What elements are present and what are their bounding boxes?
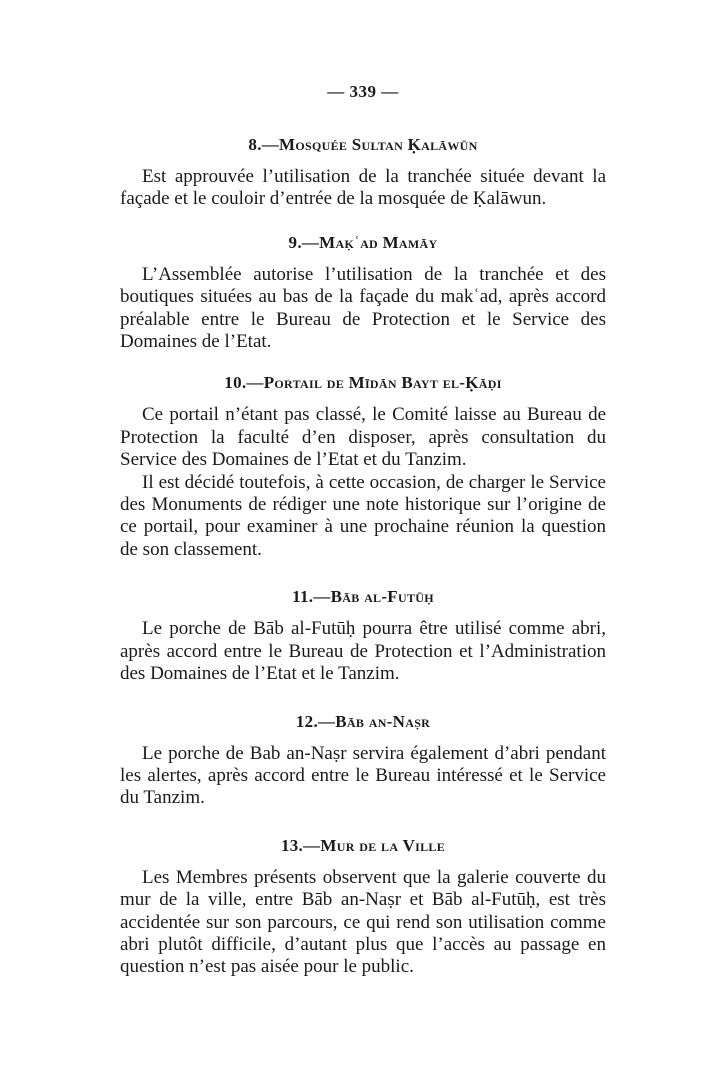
section-title: 8.—Mosquée Sultan Ḳalāwūn xyxy=(248,135,478,154)
section-title: 10.—Portail de Mīdān Bayt el-Ḳāḍi xyxy=(224,373,502,393)
section-title: 11.—Bāb al-Futūḥ xyxy=(292,587,434,607)
document-page xyxy=(120,82,606,979)
paragraph: Il est décidé toutefois, à cette occasion, de charger le Service des Monuments de rédiger une note historique sur l’origine de ce portail, pour examiner à une prochaine réunion la question de son classement. xyxy=(120,471,606,560)
paragraph: Le porche de Bāb al-Futūḥ pourra être utilisé comme abri, après accord entre le Bureau de Protection et l’Administration des Domaines de l’Etat et le Tanzim. xyxy=(120,618,606,685)
section-title: 13.—Mur de la Ville xyxy=(280,835,446,855)
section-title: 12.—Bāb an-Naṣr xyxy=(295,711,431,731)
section-10-portail-midan-bayt-el-kadi xyxy=(120,372,606,561)
page-number: — 339 — xyxy=(327,82,399,101)
paragraph: Ce portail n’étant pas classé, le Comité laisse au Bureau de Protection la faculté d’en disposer, après consultation du Service des Domaines de l’Etat et du Tanzim. xyxy=(120,404,606,471)
paragraph: L’Assemblée autorise l’utilisation de la tranchée et des boutiques situées au bas de la façade du makʿad, après accord préalable entre le Bureau de Protection et le Service des Domaines de l’Etat. xyxy=(120,263,606,353)
section-13-mur-de-la-ville xyxy=(120,835,606,979)
section-8-mosquee-sultan-kalawun xyxy=(120,134,606,211)
section-title: 9.—Maḳʿad Mamāy xyxy=(288,232,438,252)
section-12-bab-an-nasr xyxy=(120,711,606,810)
section-11-bab-al-futuh xyxy=(120,586,606,685)
paragraph: Le porche de Bab an-Naṣr servira également d’abri pendant les alertes, après accord entre le Bureau intéressé et le Service du Tanzim. xyxy=(120,742,606,809)
paragraph: Est approuvée l’utilisation de la tranchée située devant la façade et le couloir d’entrée de la mosquée de Ḳalāwun. xyxy=(120,166,606,210)
paragraph: Les Membres présents observent que la galerie couverte du mur de la ville, entre Bāb an-Naṣr et Bāb al-Futūḥ, est très accidentée sur son parcours, ce qui rend son utilisation comme abri plutôt difficile, d’autant plus que l’accès au passage en question n’est pas aisée pour le public. xyxy=(120,866,606,978)
section-9-makad-mamay xyxy=(120,232,606,354)
